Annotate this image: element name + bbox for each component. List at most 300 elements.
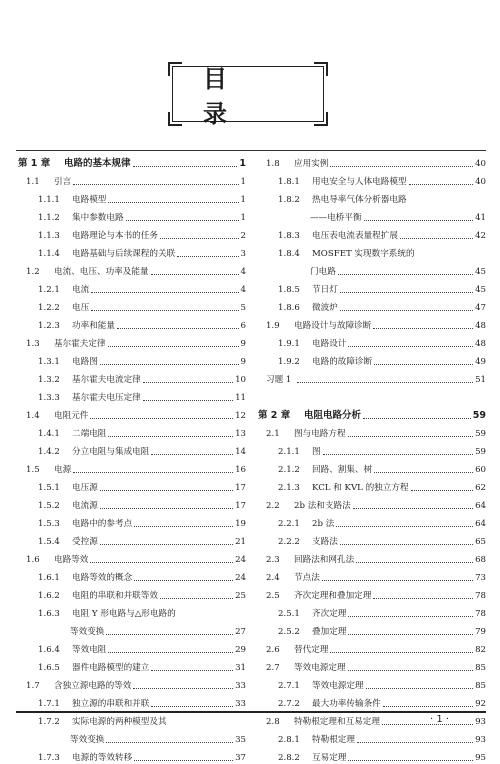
- toc-entry-title: 齐次定理和叠加定理: [294, 591, 372, 601]
- toc-entry[interactable]: [258, 314, 486, 332]
- toc-entry-title: 电流源: [72, 501, 98, 511]
- dot-leader: [126, 220, 239, 221]
- toc-entry-number: 1.3: [26, 339, 40, 349]
- toc-entry-page: 17: [235, 501, 246, 511]
- toc-entry[interactable]: [258, 620, 486, 638]
- toc-entry-number: 1.8.5: [278, 285, 300, 295]
- dot-leader: [108, 202, 238, 203]
- dot-leader: [106, 634, 233, 635]
- dot-leader: [151, 670, 233, 671]
- toc-entry-title: 电源: [54, 465, 72, 475]
- toc-entry[interactable]: [258, 350, 486, 368]
- toc-entry-number: 1.8.4: [278, 249, 300, 259]
- toc-entry[interactable]: [258, 440, 486, 458]
- bottom-divider: [16, 711, 486, 713]
- toc-entry-page: 40: [475, 177, 486, 187]
- toc-entry-page: 93: [475, 717, 486, 727]
- toc-entry-number: 第 1 章: [18, 158, 51, 169]
- toc-entry[interactable]: [258, 224, 486, 242]
- toc-entry-title: KCL 和 KVL 的独立方程: [312, 483, 409, 493]
- toc-entry-title: 等效电阻: [72, 645, 107, 655]
- toc-entry[interactable]: [18, 674, 246, 692]
- toc-entry-number: 习题 1: [266, 375, 292, 385]
- dot-leader: [348, 760, 473, 761]
- toc-entry-page: 16: [235, 465, 246, 475]
- dot-leader: [133, 688, 233, 689]
- dot-leader: [133, 166, 238, 167]
- toc-entry-number: 1.5: [26, 465, 40, 475]
- toc-entry[interactable]: [258, 638, 486, 656]
- dot-leader: [363, 418, 471, 419]
- toc-entry[interactable]: [258, 368, 486, 386]
- dot-leader: [348, 616, 473, 617]
- toc-entry[interactable]: [258, 206, 486, 224]
- toc-entry-page: 78: [475, 591, 486, 601]
- toc-entry-title: 回路法和网孔法: [294, 555, 355, 565]
- toc-entry-page: 6: [240, 321, 246, 331]
- toc-entry-number: 2.8.2: [278, 753, 300, 763]
- toc-entry[interactable]: [18, 332, 246, 350]
- dot-leader: [160, 598, 233, 599]
- toc-entry-page: 27: [235, 627, 246, 637]
- toc-entry-number: 1.1.1: [38, 195, 60, 205]
- toc-entry-number: 1.5.2: [38, 501, 60, 511]
- dot-leader: [90, 418, 233, 419]
- toc-entry[interactable]: [18, 620, 246, 638]
- toc-entry[interactable]: [18, 368, 246, 386]
- dot-leader: [108, 436, 233, 437]
- toc-entry-number: 1.6.1: [38, 573, 60, 583]
- dot-leader: [340, 310, 473, 311]
- toc-entry-title: 最大功率传输条件: [312, 699, 381, 709]
- toc-entry-page: 9: [240, 339, 246, 349]
- toc-entry[interactable]: [18, 728, 246, 746]
- toc-entry[interactable]: [258, 602, 486, 620]
- toc-entry-number: 2.1.3: [278, 483, 300, 493]
- toc-entry-title: 电路等效: [54, 555, 89, 565]
- toc-entry[interactable]: [18, 638, 246, 656]
- toc-entry-title: 集中参数电路: [72, 213, 124, 223]
- toc-entry-title: 电流、电压、功率及能量: [54, 267, 149, 277]
- toc-entry[interactable]: [18, 278, 246, 296]
- toc-entry[interactable]: [258, 152, 486, 170]
- toc-entry[interactable]: [18, 494, 246, 512]
- toc-entry-title: 应用实例: [294, 159, 329, 169]
- toc-entry-page: 60: [475, 465, 486, 475]
- toc-entry[interactable]: [18, 566, 246, 584]
- toc-entry-title: 电路设计: [312, 339, 347, 349]
- toc-entry[interactable]: [18, 692, 246, 710]
- toc-entry-page: 12: [235, 411, 246, 421]
- toc-entry[interactable]: [258, 566, 486, 584]
- toc-entry-number: 2.3: [266, 555, 280, 565]
- toc-entry[interactable]: [18, 422, 246, 440]
- dot-leader: [348, 346, 473, 347]
- toc-entry-title: 基尔霍夫电流定律: [72, 375, 141, 385]
- toc-entry-title: MOSFET 实现数字系统的: [312, 249, 415, 259]
- toc-entry-number: 1.6.4: [38, 645, 60, 655]
- toc-entry-page: 10: [235, 375, 246, 385]
- toc-entry-number: 1.7: [26, 681, 40, 691]
- toc-entry[interactable]: [258, 728, 486, 746]
- dot-leader: [143, 400, 233, 401]
- toc-entry-title: 回路、割集、树: [312, 465, 373, 475]
- toc-entry[interactable]: [18, 404, 246, 422]
- toc-entry-page: 4: [240, 285, 246, 295]
- toc-entry-number: 1.4.2: [38, 447, 60, 457]
- toc-entry-title: 等效电源定理: [294, 663, 346, 673]
- toc-entry-number: 1.8.3: [278, 231, 300, 241]
- toc-entry-number: 2.5: [266, 591, 280, 601]
- toc-entry-number: 1.8.6: [278, 303, 300, 313]
- toc-entry-page: 13: [235, 429, 246, 439]
- dot-leader: [134, 760, 233, 761]
- dot-leader: [297, 382, 473, 383]
- toc-entry[interactable]: [258, 278, 486, 296]
- toc-entry-page: 68: [475, 555, 486, 565]
- toc-entry-number: 1.3.2: [38, 375, 60, 385]
- dot-leader: [117, 328, 239, 329]
- toc-entry-title: 电压源: [72, 483, 98, 493]
- dot-leader: [151, 706, 233, 707]
- toc-entry[interactable]: [258, 260, 486, 278]
- toc-entry-title: 电源的等效转移: [72, 753, 133, 763]
- toc-entry-page: 59: [475, 429, 486, 439]
- toc-entry-title: 电路理论与本书的任务: [72, 231, 158, 241]
- toc-entry[interactable]: [18, 476, 246, 494]
- toc-entry-page: 85: [475, 681, 486, 691]
- toc-entry[interactable]: [258, 422, 486, 440]
- toc-entry-title: ——电桥平衡: [310, 213, 362, 223]
- toc-entry-page: 5: [240, 303, 246, 313]
- toc-entry-title: 齐次定理: [312, 609, 347, 619]
- toc-entry-title: 图: [312, 447, 321, 457]
- toc-entry-page: 79: [475, 627, 486, 637]
- toc-entry-page: 62: [475, 483, 486, 493]
- toc-entry[interactable]: [18, 530, 246, 548]
- toc-entry-title: 含独立源电路的等效: [54, 681, 132, 691]
- dot-leader: [373, 598, 473, 599]
- toc-entry-page: 48: [475, 321, 486, 331]
- toc-entry-title: 独立源的串联和并联: [72, 699, 150, 709]
- dot-leader: [373, 328, 473, 329]
- toc-entry[interactable]: [258, 530, 486, 548]
- toc-entry-number: 1.7.1: [38, 699, 60, 709]
- toc-entry[interactable]: [18, 386, 246, 404]
- toc-entry-number: 1.3.1: [38, 357, 60, 367]
- toc-entry-title: 特勒根定理和互易定理: [294, 717, 380, 727]
- dot-leader: [382, 724, 473, 725]
- toc-entry-title: 电路设计与故障诊断: [294, 321, 372, 331]
- toc-entry-page: 59: [475, 447, 486, 457]
- toc-entry-page: 9: [240, 357, 246, 367]
- toc-entry-page: 51: [475, 375, 486, 385]
- dot-leader: [338, 274, 473, 275]
- dot-leader: [383, 706, 473, 707]
- toc-entry[interactable]: [18, 584, 246, 602]
- toc-entry-page: 17: [235, 483, 246, 493]
- toc-entry[interactable]: [18, 170, 246, 188]
- toc-entry-number: 2.8: [266, 717, 280, 727]
- dot-leader: [364, 220, 473, 221]
- dot-leader: [160, 238, 239, 239]
- toc-entry-number: 1.8: [266, 159, 280, 169]
- toc-entry-page: 37: [235, 753, 246, 763]
- toc-entry-page: 4: [240, 267, 246, 277]
- toc-entry-page: 35: [235, 735, 246, 745]
- toc-entry-title: 2b 法和支路法: [294, 501, 351, 511]
- toc-entry-page: 11: [235, 393, 246, 403]
- toc-entry[interactable]: [18, 746, 246, 764]
- toc-entry[interactable]: [18, 260, 246, 278]
- toc-entry-title: 电路图: [72, 357, 98, 367]
- dot-leader: [340, 544, 473, 545]
- dot-leader: [134, 580, 233, 581]
- toc-entry-page: 2: [240, 231, 246, 241]
- toc-entry-page: 31: [235, 663, 246, 673]
- toc-entry-page: 41: [475, 213, 486, 223]
- toc-entry[interactable]: [18, 350, 246, 368]
- toc-entry-number: 1.1.3: [38, 231, 60, 241]
- toc-entry-number: 2.1: [266, 429, 280, 439]
- toc-entry-number: 2.6: [266, 645, 280, 655]
- toc-entry[interactable]: [258, 584, 486, 602]
- toc-entry[interactable]: [258, 746, 486, 764]
- toc-entry-title: 微波炉: [312, 303, 338, 313]
- dot-leader: [108, 346, 239, 347]
- toc-entry-title: 2b 法: [312, 519, 335, 529]
- dot-leader: [134, 526, 233, 527]
- toc-entry-page: 45: [475, 267, 486, 277]
- toc-entry-number: 2.7.1: [278, 681, 300, 691]
- toc-entry[interactable]: [258, 476, 486, 494]
- toc-entry-title: 电阻的串联和并联等效: [72, 591, 158, 601]
- toc-header-box: [172, 65, 324, 128]
- toc-entry-title: 电压: [72, 303, 90, 313]
- toc-entry-title: 等效电源定理: [312, 681, 364, 691]
- dot-leader: [143, 382, 233, 383]
- toc-entry-page: 59: [472, 410, 486, 421]
- dot-leader: [73, 184, 238, 185]
- toc-entry-number: 1.3.3: [38, 393, 60, 403]
- toc-entry-title: 电流: [72, 285, 90, 295]
- dot-leader: [177, 256, 238, 257]
- dot-leader: [336, 526, 473, 527]
- toc-entry-number: 1.4.1: [38, 429, 60, 439]
- dot-leader: [409, 184, 474, 185]
- toc-entry-page: 3: [240, 249, 246, 259]
- dot-leader: [353, 508, 473, 509]
- dot-leader: [100, 508, 233, 509]
- toc-entry[interactable]: [258, 458, 486, 476]
- toc-entry-title: 用电安全与人体电路模型: [312, 177, 407, 187]
- toc-entry[interactable]: [18, 602, 246, 620]
- toc-entry-title: 电路的基本规律: [64, 158, 131, 169]
- dot-leader: [100, 364, 239, 365]
- toc-entry-number: 1.7.3: [38, 753, 60, 763]
- toc-entry-number: 2.2: [266, 501, 280, 511]
- toc-entry-title: 替代定理: [294, 645, 329, 655]
- toc-entry-page: 1: [239, 158, 246, 169]
- toc-entry-page: 78: [475, 609, 486, 619]
- toc-entry-number: 1.2.1: [38, 285, 60, 295]
- toc-entry-page: 1: [240, 195, 246, 205]
- toc-entry-number: 1.2: [26, 267, 40, 277]
- toc-entry-title: 电路模型: [72, 195, 107, 205]
- toc-entry-number: 1.6.5: [38, 663, 60, 673]
- toc-entry[interactable]: [258, 512, 486, 530]
- toc-entry-page: 24: [235, 555, 246, 565]
- toc-entry[interactable]: [18, 458, 246, 476]
- toc-entry-page: 33: [235, 681, 246, 691]
- dot-leader: [151, 274, 239, 275]
- toc-entry-number: 1.2.3: [38, 321, 60, 331]
- toc-entry-title: 节点法: [294, 573, 320, 583]
- toc-entry[interactable]: [18, 242, 246, 260]
- toc-entry-number: 2.4: [266, 573, 280, 583]
- toc-entry[interactable]: [258, 674, 486, 692]
- dot-leader: [100, 490, 233, 491]
- dot-leader: [374, 472, 473, 473]
- toc-entry-title: 基尔霍夫电压定律: [72, 393, 141, 403]
- toc-entry-title: 特勒根定理: [312, 735, 355, 745]
- dot-leader: [357, 742, 473, 743]
- toc-entry-title: 门电路: [310, 267, 336, 277]
- toc-entry-page: 1: [240, 213, 246, 223]
- toc-entry-number: 1.9.1: [278, 339, 300, 349]
- toc-entry-title: 叠加定理: [312, 627, 347, 637]
- toc-entry-number: 2.5.2: [278, 627, 300, 637]
- toc-entry-page: 29: [235, 645, 246, 655]
- toc-entry-title: 实际电源的两种模型及其: [72, 717, 167, 727]
- dot-leader: [100, 544, 233, 545]
- toc-entry[interactable]: [258, 332, 486, 350]
- dot-leader: [91, 310, 238, 311]
- toc-entry[interactable]: [18, 296, 246, 314]
- dot-leader: [348, 436, 473, 437]
- toc-entry-page: 92: [475, 699, 486, 709]
- toc-entry[interactable]: [18, 314, 246, 332]
- toc-entry-title: 互易定理: [312, 753, 347, 763]
- toc-entry-page: 47: [475, 303, 486, 313]
- toc-entry-page: 85: [475, 663, 486, 673]
- toc-entry-number: 1.1.4: [38, 249, 60, 259]
- page-title: 目 录: [203, 65, 257, 128]
- toc-entry-page: 21: [235, 537, 246, 547]
- toc-entry-page: 49: [475, 357, 486, 367]
- toc-entry-title: 基尔霍夫定律: [54, 339, 106, 349]
- page-number: · 1 ·: [430, 714, 450, 725]
- toc-chapter-entry[interactable]: [18, 152, 246, 170]
- toc-entry-number: 1.5.4: [38, 537, 60, 547]
- toc-entry-number: 2.1.1: [278, 447, 300, 457]
- toc-entry-page: 42: [475, 231, 486, 241]
- toc-chapter-entry[interactable]: [258, 404, 486, 422]
- toc-entry-number: 1.1.2: [38, 213, 60, 223]
- toc-entry[interactable]: [258, 296, 486, 314]
- toc-entry-number: 1.5.1: [38, 483, 60, 493]
- dot-leader: [322, 580, 473, 581]
- toc-entry-title: 图与电路方程: [294, 429, 346, 439]
- dot-leader: [356, 562, 473, 563]
- toc-entry-page: 48: [475, 339, 486, 349]
- toc-entry[interactable]: [18, 206, 246, 224]
- dot-leader: [73, 472, 233, 473]
- toc-entry-page: 19: [235, 519, 246, 529]
- toc-entry-number: 1.1: [26, 177, 40, 187]
- toc-entry-page: 33: [235, 699, 246, 709]
- dot-leader: [374, 364, 473, 365]
- toc-entry-number: 1.8.2: [278, 195, 300, 205]
- toc-entry-title: 二端电阻: [72, 429, 107, 439]
- toc-entry-page: 40: [475, 159, 486, 169]
- toc-entry-title: 电阻元件: [54, 411, 89, 421]
- dot-leader: [400, 238, 473, 239]
- toc-entry-number: 1.2.2: [38, 303, 60, 313]
- toc-entry[interactable]: [258, 188, 486, 206]
- toc-entry-number: 1.7.2: [38, 717, 60, 727]
- toc-entry-number: 2.7: [266, 663, 280, 673]
- toc-entry-title: 电路基础与后续课程的关联: [72, 249, 176, 259]
- toc-entry[interactable]: [258, 494, 486, 512]
- dot-leader: [108, 652, 233, 653]
- top-divider: [16, 150, 486, 151]
- toc-entry-title: 电路中的参考点: [72, 519, 133, 529]
- toc-entry-page: 64: [475, 519, 486, 529]
- dot-leader: [323, 454, 473, 455]
- toc-entry-number: 2.8.1: [278, 735, 300, 745]
- toc-entry[interactable]: [258, 692, 486, 710]
- toc-entry-page: 95: [475, 753, 486, 763]
- toc-entry-page: 24: [235, 573, 246, 583]
- toc-entry-number: 2.2.2: [278, 537, 300, 547]
- toc-entry[interactable]: [18, 548, 246, 566]
- toc-entry-title: 等效变换: [70, 627, 105, 637]
- toc-entry[interactable]: [258, 170, 486, 188]
- toc-entry-number: 2.5.1: [278, 609, 300, 619]
- toc-entry[interactable]: [18, 188, 246, 206]
- toc-entry[interactable]: [258, 242, 486, 260]
- toc-entry-title: 热电导率气体分析器电路: [312, 195, 407, 205]
- dot-leader: [366, 688, 473, 689]
- toc-entry-title: 引言: [54, 177, 72, 187]
- dot-leader: [330, 652, 473, 653]
- toc-entry-title: 分立电阻与集成电阻: [72, 447, 150, 457]
- toc-entry-title: 电路的故障诊断: [312, 357, 373, 367]
- toc-entry-number: 2.2.1: [278, 519, 300, 529]
- toc-entry-number: 2.7.2: [278, 699, 300, 709]
- toc-entry-number: 1.4: [26, 411, 40, 421]
- toc-entry-page: 1: [240, 177, 246, 187]
- toc-entry-number: 1.5.3: [38, 519, 60, 529]
- toc-entry-page: 64: [475, 501, 486, 511]
- toc-entry-number: 第 2 章: [258, 410, 291, 421]
- toc-entry[interactable]: [258, 656, 486, 674]
- toc-entry-page: 93: [475, 735, 486, 745]
- toc-entry[interactable]: [18, 440, 246, 458]
- toc-entry-page: 14: [235, 447, 246, 457]
- toc-entry[interactable]: [18, 512, 246, 530]
- dot-leader: [90, 562, 233, 563]
- toc-entry-title: 电压表电流表量程扩展: [312, 231, 398, 241]
- toc-entry-number: 1.6.2: [38, 591, 60, 601]
- toc-entry[interactable]: [258, 548, 486, 566]
- toc-entry[interactable]: [18, 224, 246, 242]
- dot-leader: [330, 166, 473, 167]
- toc-entry[interactable]: [18, 656, 246, 674]
- toc-entry-title: 支路法: [312, 537, 338, 547]
- dot-leader: [348, 634, 473, 635]
